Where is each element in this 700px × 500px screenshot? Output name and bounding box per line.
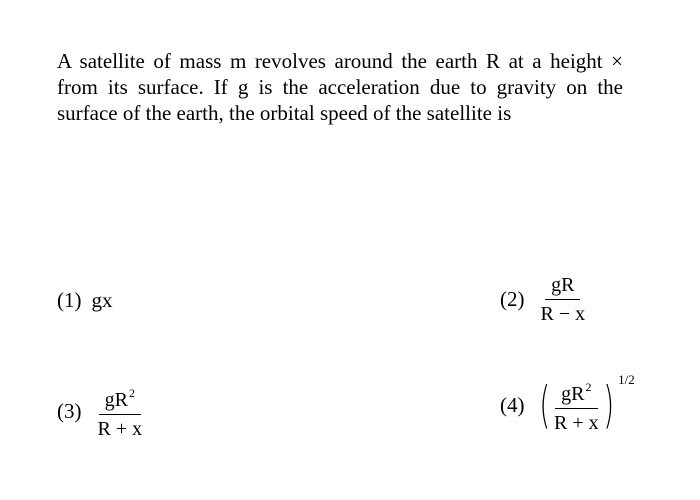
- option-4[interactable]: [500, 372, 635, 434]
- option-4-numerator: [555, 376, 597, 409]
- option-3-numerator-base: gR: [104, 389, 128, 411]
- left-paren-icon: (: [538, 376, 550, 434]
- option-3-denominator: R + x: [97, 418, 143, 440]
- option-4-exponent: 2: [585, 380, 592, 394]
- option-2-fraction: [535, 274, 592, 325]
- option-2-number: (2): [500, 287, 525, 311]
- option-1-text: gx: [91, 288, 113, 312]
- question-line-2: from its surface. If g is the acceleration due to gravity on the: [57, 75, 623, 99]
- option-3-numerator: [99, 382, 141, 415]
- option-2[interactable]: [500, 274, 591, 325]
- option-4-fraction: [548, 376, 605, 434]
- option-4-numerator-base: gR: [561, 383, 585, 405]
- option-3-number: (3): [57, 398, 82, 423]
- option-3[interactable]: [57, 382, 148, 440]
- option-4-outer-exponent: 1/2: [618, 372, 635, 387]
- question-line-3: surface of the earth, the orbital speed of the satellite is: [57, 101, 512, 125]
- option-3-fraction: [92, 382, 149, 440]
- option-1-number: (1): [57, 288, 82, 312]
- option-1[interactable]: [57, 288, 113, 313]
- right-paren-icon: ): [603, 376, 614, 434]
- option-2-denominator: R − x: [540, 303, 586, 325]
- option-3-exponent: 2: [128, 386, 135, 400]
- question-text: [57, 48, 623, 126]
- question-line-1: A satellite of mass m revolves around the earth R at a height ×: [57, 49, 623, 73]
- option-2-numerator: gR: [545, 274, 580, 300]
- option-4-denominator: R + x: [554, 412, 599, 434]
- option-4-number: (4): [500, 392, 525, 417]
